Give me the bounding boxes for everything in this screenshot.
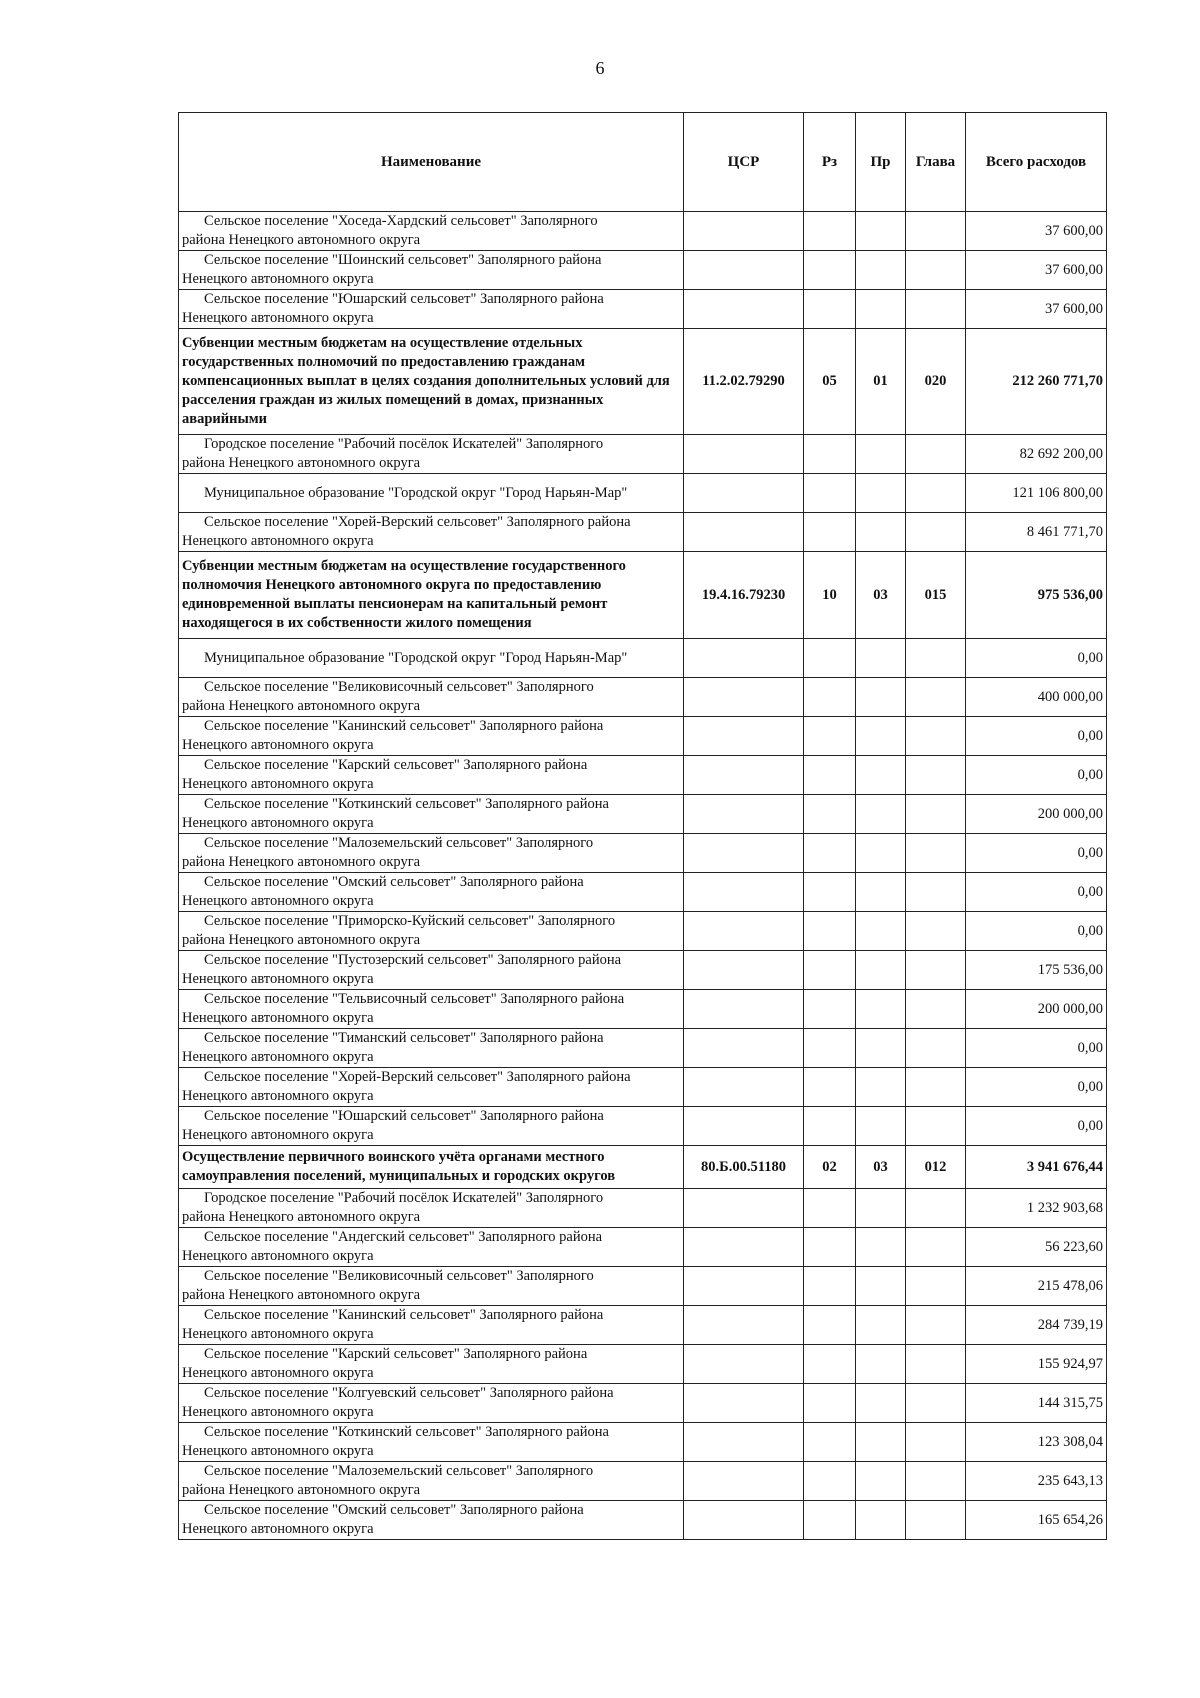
cell-name xyxy=(179,1068,684,1107)
cell-name-line1: Сельское поселение "Великовисочный сельсовет" Заполярного xyxy=(204,679,594,695)
cell-pr xyxy=(856,1267,906,1306)
cell-glava xyxy=(906,873,966,912)
section-row xyxy=(179,329,1107,435)
cell-csr xyxy=(684,873,804,912)
cell-name-line2: Ненецкого автономного округа xyxy=(182,776,374,792)
table-row xyxy=(179,435,1107,474)
cell-name xyxy=(179,1423,684,1462)
cell-name-line2: Ненецкого автономного округа xyxy=(182,533,374,549)
cell-rz xyxy=(804,513,856,552)
section-row xyxy=(179,552,1107,639)
cell-csr: 11.2.02.79290 xyxy=(684,329,804,435)
cell-glava xyxy=(906,678,966,717)
cell-csr xyxy=(684,1423,804,1462)
table-row xyxy=(179,1501,1107,1540)
cell-glava xyxy=(906,717,966,756)
cell-name xyxy=(179,251,684,290)
cell-amount: 0,00 xyxy=(966,639,1107,678)
cell-glava xyxy=(906,251,966,290)
header-name: Наименование xyxy=(179,113,684,212)
cell-amount: 400 000,00 xyxy=(966,678,1107,717)
cell-csr xyxy=(684,678,804,717)
cell-rz xyxy=(804,639,856,678)
cell-name xyxy=(179,717,684,756)
cell-rz xyxy=(804,435,856,474)
cell-amount: 37 600,00 xyxy=(966,212,1107,251)
cell-name xyxy=(179,1384,684,1423)
cell-name-line2: Ненецкого автономного округа xyxy=(182,971,374,987)
cell-rz xyxy=(804,717,856,756)
cell-csr xyxy=(684,795,804,834)
table-row xyxy=(179,1462,1107,1501)
cell-name: Осуществление первичного воинского учёта органами местного самоуправления поселений, муниципальных и городских округов xyxy=(179,1146,684,1189)
cell-name-line2: Ненецкого автономного округа xyxy=(182,1127,374,1143)
cell-csr xyxy=(684,639,804,678)
cell-rz xyxy=(804,1384,856,1423)
cell-csr xyxy=(684,474,804,513)
cell-name-line1: Сельское поселение "Тельвисочный сельсовет" Заполярного района xyxy=(204,991,625,1007)
cell-pr xyxy=(856,678,906,717)
cell-name-line1: Сельское поселение "Юшарский сельсовет" Заполярного района xyxy=(204,1108,604,1124)
cell-amount: 56 223,60 xyxy=(966,1228,1107,1267)
cell-glava xyxy=(906,1345,966,1384)
cell-rz xyxy=(804,1267,856,1306)
cell-rz xyxy=(804,1189,856,1228)
cell-name-line2: района Ненецкого автономного округа xyxy=(182,854,421,870)
cell-glava xyxy=(906,1029,966,1068)
cell-csr xyxy=(684,1189,804,1228)
cell-pr xyxy=(856,474,906,513)
cell-amount: 0,00 xyxy=(966,717,1107,756)
cell-name-line2: Ненецкого автономного округа xyxy=(182,1326,374,1342)
cell-name-line1: Городское поселение "Рабочий посёлок Искателей" Заполярного xyxy=(204,436,604,452)
cell-glava xyxy=(906,1384,966,1423)
cell-name xyxy=(179,1462,684,1501)
cell-pr xyxy=(856,912,906,951)
table-row xyxy=(179,990,1107,1029)
cell-pr: 03 xyxy=(856,552,906,639)
cell-rz xyxy=(804,990,856,1029)
cell-csr xyxy=(684,1267,804,1306)
cell-glava xyxy=(906,1462,966,1501)
cell-amount: 0,00 xyxy=(966,756,1107,795)
cell-amount: 8 461 771,70 xyxy=(966,513,1107,552)
cell-name-line1: Сельское поселение "Канинский сельсовет" Заполярного района xyxy=(204,1307,604,1323)
cell-name xyxy=(179,474,684,513)
cell-amount: 82 692 200,00 xyxy=(966,435,1107,474)
cell-csr xyxy=(684,756,804,795)
cell-pr xyxy=(856,1501,906,1540)
cell-csr xyxy=(684,912,804,951)
cell-glava: 012 xyxy=(906,1146,966,1189)
cell-name-line1: Городское поселение "Рабочий посёлок Искателей" Заполярного xyxy=(204,1190,604,1206)
cell-name-line1: Сельское поселение "Канинский сельсовет" Заполярного района xyxy=(204,718,604,734)
cell-pr xyxy=(856,717,906,756)
cell-csr xyxy=(684,1306,804,1345)
cell-rz xyxy=(804,290,856,329)
cell-amount: 0,00 xyxy=(966,1107,1107,1146)
cell-glava xyxy=(906,435,966,474)
cell-pr xyxy=(856,795,906,834)
cell-name-line1: Сельское поселение "Шоинский сельсовет" Заполярного района xyxy=(204,252,602,268)
cell-pr xyxy=(856,756,906,795)
cell-rz xyxy=(804,212,856,251)
cell-rz xyxy=(804,1029,856,1068)
cell-name-line2: района Ненецкого автономного округа xyxy=(182,1287,421,1303)
cell-name-line2: Ненецкого автономного округа xyxy=(182,1248,374,1264)
cell-pr xyxy=(856,1345,906,1384)
cell-pr xyxy=(856,212,906,251)
cell-amount: 0,00 xyxy=(966,873,1107,912)
table-header xyxy=(179,113,1107,212)
cell-amount: 975 536,00 xyxy=(966,552,1107,639)
cell-glava xyxy=(906,1068,966,1107)
table-row xyxy=(179,795,1107,834)
cell-name xyxy=(179,1345,684,1384)
cell-name-line1: Сельское поселение "Великовисочный сельсовет" Заполярного xyxy=(204,1268,594,1284)
cell-name-line2: района Ненецкого автономного округа xyxy=(182,455,421,471)
cell-amount: 165 654,26 xyxy=(966,1501,1107,1540)
cell-name-line1: Сельское поселение "Малоземельский сельсовет" Заполярного xyxy=(204,835,594,851)
cell-pr xyxy=(856,435,906,474)
section-row xyxy=(179,1146,1107,1189)
cell-csr xyxy=(684,1501,804,1540)
cell-pr xyxy=(856,290,906,329)
cell-name-line2: Ненецкого автономного округа xyxy=(182,815,374,831)
cell-csr xyxy=(684,1462,804,1501)
cell-name-line2: Ненецкого автономного округа xyxy=(182,1404,374,1420)
cell-csr xyxy=(684,1345,804,1384)
cell-name xyxy=(179,678,684,717)
cell-rz: 05 xyxy=(804,329,856,435)
cell-glava: 015 xyxy=(906,552,966,639)
cell-name-line1: Сельское поселение "Хоседа-Хардский сельсовет" Заполярного xyxy=(204,213,598,229)
cell-csr xyxy=(684,435,804,474)
cell-glava xyxy=(906,212,966,251)
cell-name-line1: Сельское поселение "Карский сельсовет" Заполярного района xyxy=(204,1346,588,1362)
cell-pr xyxy=(856,1228,906,1267)
cell-name-line1: Сельское поселение "Карский сельсовет" Заполярного района xyxy=(204,757,588,773)
cell-name-line2: Ненецкого автономного округа xyxy=(182,1088,374,1104)
cell-name xyxy=(179,435,684,474)
cell-amount: 0,00 xyxy=(966,1068,1107,1107)
cell-glava xyxy=(906,756,966,795)
cell-name-line2: района Ненецкого автономного округа xyxy=(182,232,421,248)
cell-amount: 144 315,75 xyxy=(966,1384,1107,1423)
table-row xyxy=(179,834,1107,873)
cell-amount: 284 739,19 xyxy=(966,1306,1107,1345)
table-row xyxy=(179,1029,1107,1068)
cell-amount: 200 000,00 xyxy=(966,795,1107,834)
table-row xyxy=(179,1423,1107,1462)
cell-name-line1: Сельское поселение "Тиманский сельсовет" Заполярного района xyxy=(204,1030,604,1046)
cell-name xyxy=(179,290,684,329)
cell-rz xyxy=(804,756,856,795)
cell-name: Субвенции местным бюджетам на осуществление государственного полномочия Ненецкого автономного округа по предоставлению единовременной выплаты пенсионерам на капитальный ремонт находящегося в их собственности жилого помещения xyxy=(179,552,684,639)
cell-csr xyxy=(684,717,804,756)
cell-glava xyxy=(906,1423,966,1462)
cell-glava xyxy=(906,1267,966,1306)
cell-name xyxy=(179,1267,684,1306)
cell-name: Субвенции местным бюджетам на осуществление отдельных государственных полномочий по предоставлению гражданам компенсационных выплат в целях создания дополнительных условий для расселения граждан из жилых помещений в домах, признанных аварийными xyxy=(179,329,684,435)
cell-amount: 3 941 676,44 xyxy=(966,1146,1107,1189)
cell-pr xyxy=(856,990,906,1029)
cell-glava xyxy=(906,290,966,329)
cell-amount: 175 536,00 xyxy=(966,951,1107,990)
table-row xyxy=(179,1384,1107,1423)
cell-rz xyxy=(804,1306,856,1345)
cell-amount: 200 000,00 xyxy=(966,990,1107,1029)
cell-csr xyxy=(684,1228,804,1267)
cell-name xyxy=(179,873,684,912)
cell-name xyxy=(179,639,684,678)
cell-rz xyxy=(804,251,856,290)
table-row xyxy=(179,1107,1107,1146)
cell-name-line2: Ненецкого автономного округа xyxy=(182,893,374,909)
cell-name-line2: района Ненецкого автономного округа xyxy=(182,698,421,714)
cell-name xyxy=(179,1189,684,1228)
cell-amount: 37 600,00 xyxy=(966,251,1107,290)
budget-table xyxy=(178,112,1107,1540)
table-row xyxy=(179,912,1107,951)
cell-pr xyxy=(856,513,906,552)
cell-pr xyxy=(856,1029,906,1068)
cell-glava xyxy=(906,1107,966,1146)
cell-rz xyxy=(804,1345,856,1384)
cell-name-line1: Сельское поселение "Юшарский сельсовет" Заполярного района xyxy=(204,291,604,307)
header-row xyxy=(179,113,1107,212)
cell-name-line1: Сельское поселение "Колгуевский сельсовет" Заполярного района xyxy=(204,1385,614,1401)
cell-glava xyxy=(906,639,966,678)
cell-name-line1: Сельское поселение "Омский сельсовет" Заполярного района xyxy=(204,874,584,890)
cell-name xyxy=(179,1501,684,1540)
cell-rz xyxy=(804,951,856,990)
cell-amount: 235 643,13 xyxy=(966,1462,1107,1501)
cell-amount: 215 478,06 xyxy=(966,1267,1107,1306)
cell-glava xyxy=(906,951,966,990)
cell-name-line1: Сельское поселение "Малоземельский сельсовет" Заполярного xyxy=(204,1463,594,1479)
cell-name-line1: Сельское поселение "Хорей-Верский сельсовет" Заполярного района xyxy=(204,514,631,530)
cell-glava xyxy=(906,513,966,552)
cell-glava: 020 xyxy=(906,329,966,435)
cell-name xyxy=(179,834,684,873)
cell-rz xyxy=(804,678,856,717)
cell-amount: 155 924,97 xyxy=(966,1345,1107,1384)
cell-name-line1: Сельское поселение "Пустозерский сельсовет" Заполярного района xyxy=(204,952,622,968)
cell-rz xyxy=(804,1107,856,1146)
table-row xyxy=(179,756,1107,795)
cell-pr xyxy=(856,251,906,290)
cell-csr xyxy=(684,1029,804,1068)
cell-csr xyxy=(684,1068,804,1107)
cell-pr: 03 xyxy=(856,1146,906,1189)
table-row xyxy=(179,513,1107,552)
cell-name-line1: Сельское поселение "Андегский сельсовет" Заполярного района xyxy=(204,1229,603,1245)
table-row xyxy=(179,1228,1107,1267)
cell-name-line1: Сельское поселение "Приморско-Куйский сельсовет" Заполярного xyxy=(204,913,616,929)
cell-rz: 02 xyxy=(804,1146,856,1189)
cell-name xyxy=(179,513,684,552)
cell-csr xyxy=(684,290,804,329)
cell-name-line2: Ненецкого автономного округа xyxy=(182,1049,374,1065)
cell-rz xyxy=(804,1501,856,1540)
cell-glava xyxy=(906,1189,966,1228)
header-csr: ЦСР xyxy=(684,113,804,212)
cell-amount: 123 308,04 xyxy=(966,1423,1107,1462)
cell-rz xyxy=(804,1462,856,1501)
cell-name xyxy=(179,951,684,990)
table-row xyxy=(179,1068,1107,1107)
header-glava: Глава xyxy=(906,113,966,212)
cell-name-line1: Сельское поселение "Хорей-Верский сельсовет" Заполярного района xyxy=(204,1069,631,1085)
cell-csr xyxy=(684,1384,804,1423)
table-body xyxy=(179,212,1107,1540)
cell-name-line2: Ненецкого автономного округа xyxy=(182,1443,374,1459)
cell-csr: 80.Б.00.51180 xyxy=(684,1146,804,1189)
cell-pr xyxy=(856,951,906,990)
cell-rz: 10 xyxy=(804,552,856,639)
cell-pr: 01 xyxy=(856,329,906,435)
cell-rz xyxy=(804,834,856,873)
table-row xyxy=(179,639,1107,678)
cell-glava xyxy=(906,1306,966,1345)
table-row xyxy=(179,678,1107,717)
cell-amount: 212 260 771,70 xyxy=(966,329,1107,435)
cell-name-line2: района Ненецкого автономного округа xyxy=(182,1482,421,1498)
cell-name-line2: района Ненецкого автономного округа xyxy=(182,1209,421,1225)
cell-csr xyxy=(684,212,804,251)
cell-csr xyxy=(684,951,804,990)
cell-csr xyxy=(684,251,804,290)
cell-glava xyxy=(906,1228,966,1267)
cell-pr xyxy=(856,1423,906,1462)
cell-name xyxy=(179,795,684,834)
cell-pr xyxy=(856,1107,906,1146)
cell-name-line2: района Ненецкого автономного округа xyxy=(182,932,421,948)
table-row xyxy=(179,1267,1107,1306)
cell-name xyxy=(179,1029,684,1068)
cell-name-line2: Ненецкого автономного округа xyxy=(182,1010,374,1026)
page-number: 6 xyxy=(595,58,605,78)
cell-csr xyxy=(684,513,804,552)
cell-rz xyxy=(804,873,856,912)
cell-amount: 0,00 xyxy=(966,834,1107,873)
cell-rz xyxy=(804,795,856,834)
cell-name xyxy=(179,1107,684,1146)
cell-amount: 37 600,00 xyxy=(966,290,1107,329)
cell-name-line2: Муниципальное образование "Городской округ "Город Нарьян-Мар" xyxy=(204,649,628,666)
cell-csr xyxy=(684,834,804,873)
table-row xyxy=(179,951,1107,990)
table-row xyxy=(179,290,1107,329)
cell-glava xyxy=(906,834,966,873)
cell-name-line2: Ненецкого автономного округа xyxy=(182,271,374,287)
table-row xyxy=(179,251,1107,290)
header-rz: Рз xyxy=(804,113,856,212)
cell-pr xyxy=(856,1189,906,1228)
cell-rz xyxy=(804,1423,856,1462)
table-row xyxy=(179,717,1107,756)
cell-pr xyxy=(856,1306,906,1345)
cell-name-line2: Ненецкого автономного округа xyxy=(182,310,374,326)
cell-name-line1: Сельское поселение "Коткинский сельсовет" Заполярного района xyxy=(204,1424,609,1440)
cell-name-line2: Ненецкого автономного округа xyxy=(182,737,374,753)
cell-pr xyxy=(856,1462,906,1501)
cell-name xyxy=(179,912,684,951)
cell-glava xyxy=(906,474,966,513)
cell-name xyxy=(179,212,684,251)
cell-csr xyxy=(684,990,804,1029)
cell-glava xyxy=(906,912,966,951)
cell-name-line1: Сельское поселение "Коткинский сельсовет" Заполярного района xyxy=(204,796,609,812)
cell-pr xyxy=(856,639,906,678)
cell-name-line2: Муниципальное образование "Городской округ "Город Нарьян-Мар" xyxy=(204,484,628,501)
cell-amount: 121 106 800,00 xyxy=(966,474,1107,513)
table-row xyxy=(179,212,1107,251)
cell-name xyxy=(179,990,684,1029)
cell-rz xyxy=(804,912,856,951)
table-row xyxy=(179,1306,1107,1345)
cell-name-line1: Сельское поселение "Омский сельсовет" Заполярного района xyxy=(204,1502,584,1518)
cell-amount: 0,00 xyxy=(966,912,1107,951)
cell-amount: 0,00 xyxy=(966,1029,1107,1068)
cell-pr xyxy=(856,1384,906,1423)
cell-pr xyxy=(856,1068,906,1107)
cell-amount: 1 232 903,68 xyxy=(966,1189,1107,1228)
cell-glava xyxy=(906,795,966,834)
cell-name xyxy=(179,1228,684,1267)
cell-glava xyxy=(906,990,966,1029)
cell-csr xyxy=(684,1107,804,1146)
cell-rz xyxy=(804,474,856,513)
cell-name-line2: Ненецкого автономного округа xyxy=(182,1365,374,1381)
header-total: Всего расходов xyxy=(966,113,1107,212)
cell-name xyxy=(179,1306,684,1345)
cell-name-line2: Ненецкого автономного округа xyxy=(182,1521,374,1537)
table-row xyxy=(179,1345,1107,1384)
cell-csr: 19.4.16.79230 xyxy=(684,552,804,639)
table-row xyxy=(179,474,1107,513)
cell-pr xyxy=(856,834,906,873)
table-row xyxy=(179,1189,1107,1228)
table-row xyxy=(179,873,1107,912)
cell-name xyxy=(179,756,684,795)
cell-rz xyxy=(804,1228,856,1267)
cell-pr xyxy=(856,873,906,912)
cell-rz xyxy=(804,1068,856,1107)
header-pr: Пр xyxy=(856,113,906,212)
cell-glava xyxy=(906,1501,966,1540)
